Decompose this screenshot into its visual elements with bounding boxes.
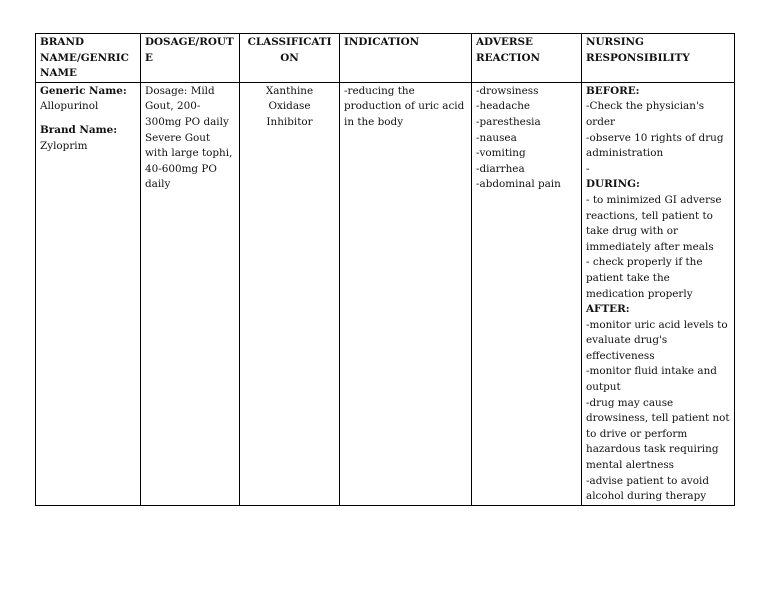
spacer bbox=[40, 115, 136, 123]
during-label: DURING: bbox=[586, 178, 640, 191]
header-row bbox=[36, 34, 735, 83]
header-indication: INDICATION bbox=[340, 34, 472, 83]
generic-name-value: Allopurinol bbox=[40, 100, 99, 113]
adverse-reactions-cell bbox=[472, 82, 582, 505]
adverse-item: -nausea bbox=[476, 131, 517, 144]
during-item: - to minimized GI adverse reactions, tell patient to take drug with or immediately after meals bbox=[586, 193, 722, 253]
dosage-severe: Severe Gout with large tophi, 40-600mg PO daily bbox=[145, 131, 233, 191]
adverse-item: -diarrhea bbox=[476, 162, 525, 175]
after-item: -advise patient to avoid alcohol during therapy bbox=[586, 474, 710, 503]
brand-name-value: Zyloprim bbox=[40, 139, 88, 152]
indication-cell: -reducing the production of uric acid in the body bbox=[340, 82, 472, 505]
brand-name-label: Brand Name: bbox=[40, 123, 118, 136]
adverse-item: -drowsiness bbox=[476, 84, 539, 97]
header-dosage-route: DOSAGE/ROUTE bbox=[141, 34, 240, 83]
generic-name-label: Generic Name: bbox=[40, 84, 127, 97]
before-item: - bbox=[586, 162, 590, 175]
after-label: AFTER: bbox=[586, 303, 630, 316]
header-nursing-responsibility: NURSING RESPONSIBILITY bbox=[582, 34, 735, 83]
header-classification: CLASSIFICATION bbox=[240, 34, 340, 83]
after-item: -drug may cause drowsiness, tell patient not to drive or perform hazardous task requiring mental alertness bbox=[586, 396, 730, 472]
header-brand-generic: BRAND NAME/GENRIC NAME bbox=[36, 34, 141, 83]
dosage-mild: Dosage: Mild Gout, 200-300mg PO daily bbox=[145, 84, 229, 128]
drug-names-cell bbox=[36, 82, 141, 505]
classification-cell: Xanthine Oxidase Inhibitor bbox=[240, 82, 340, 505]
drug-card-table bbox=[35, 33, 735, 506]
after-item: -monitor fluid intake and output bbox=[586, 365, 717, 394]
after-item: -monitor uric acid levels to evaluate drug's effectiveness bbox=[586, 318, 728, 362]
adverse-item: -paresthesia bbox=[476, 115, 541, 128]
adverse-item: -vomiting bbox=[476, 147, 526, 160]
before-label: BEFORE: bbox=[586, 84, 640, 97]
drug-row bbox=[36, 82, 735, 505]
nursing-cell bbox=[582, 82, 735, 505]
during-item: - check properly if the patient take the medication properly bbox=[586, 256, 703, 300]
dosage-cell bbox=[141, 82, 240, 505]
before-item: -Check the physician's order bbox=[586, 100, 705, 128]
adverse-item: -abdominal pain bbox=[476, 178, 561, 191]
adverse-item: -headache bbox=[476, 100, 531, 113]
header-adverse-reaction: ADVERSE REACTION bbox=[472, 34, 582, 83]
before-item: -observe 10 rights of drug administration bbox=[586, 131, 724, 160]
